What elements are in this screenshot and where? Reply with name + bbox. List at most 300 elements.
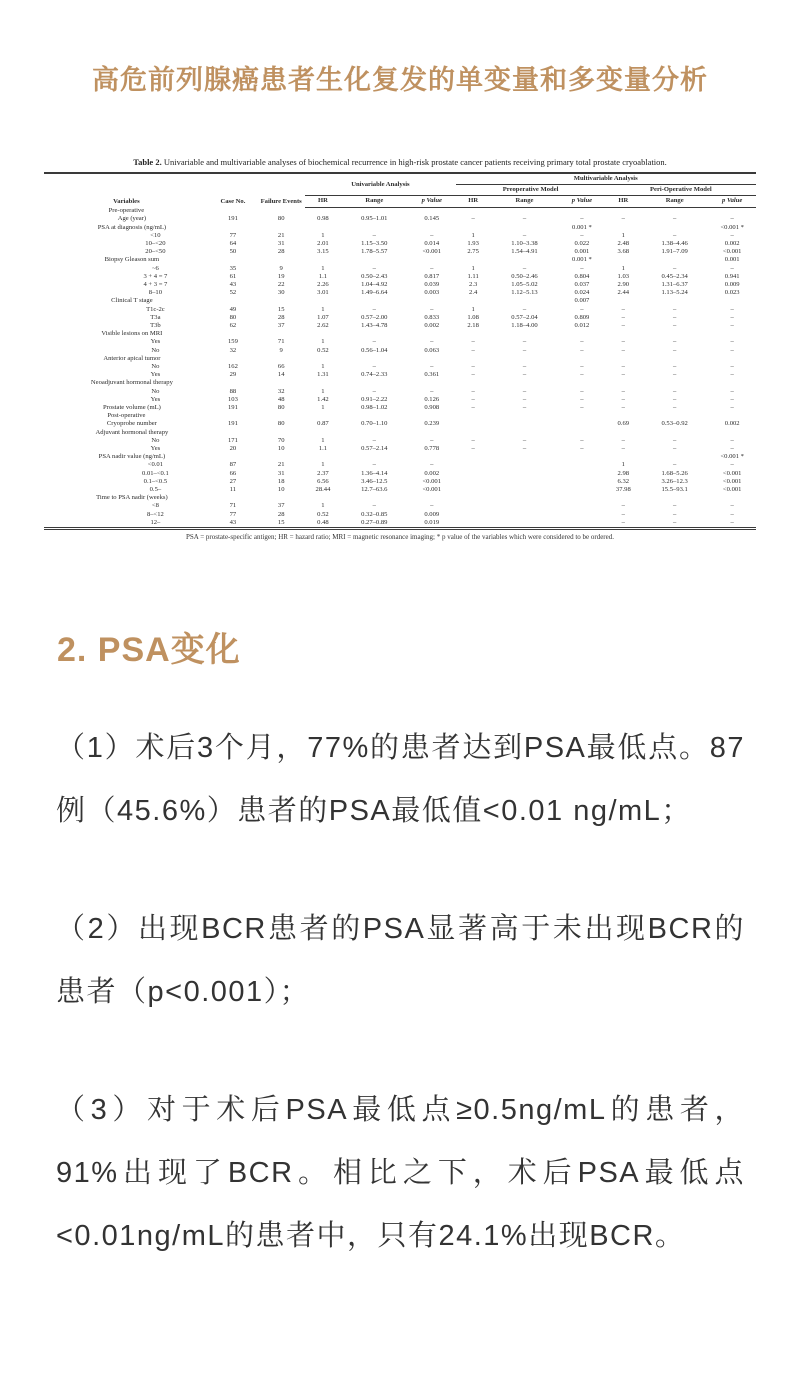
table-cell: 2.90 <box>617 280 630 288</box>
table-cell: – <box>621 362 625 370</box>
table-cell <box>341 429 408 437</box>
row-label: T3b <box>150 321 161 329</box>
table-cell: 20 <box>229 445 237 452</box>
table-row <box>44 306 756 314</box>
section-heading: 2. PSA变化 <box>57 631 241 670</box>
row-label: Yes <box>150 338 161 346</box>
table-cell <box>708 429 756 437</box>
table-cell: 1.11 <box>467 272 479 280</box>
table-cell <box>491 461 558 469</box>
table-cell: 2.4 <box>469 289 478 297</box>
table-cell: 159 <box>227 338 238 346</box>
table-cell <box>558 478 606 486</box>
table-cell <box>641 453 708 461</box>
table-cell <box>456 511 491 519</box>
col-pvalue-periop: p Value <box>708 196 756 207</box>
table-cell <box>257 453 305 461</box>
table-cell: 1.15–3.50 <box>361 239 388 247</box>
table-cell <box>341 297 408 305</box>
col-hr-periop: HR <box>606 196 641 207</box>
col-pvalue-preop: p Value <box>558 196 606 207</box>
row-label: 20–<50 <box>145 248 166 256</box>
table-cell: 1.12–5.13 <box>511 289 538 297</box>
table-cell: – <box>621 346 625 354</box>
table-cell <box>341 379 408 387</box>
table-cell <box>456 470 491 478</box>
table-cell: 0.56–1.04 <box>361 346 388 354</box>
table-cell <box>708 412 756 420</box>
table-cell: 0.014 <box>424 239 440 247</box>
row-label: 8–10 <box>148 289 162 297</box>
table-cell: 1.04–4.92 <box>361 280 388 288</box>
table-cell <box>708 379 756 387</box>
table-cell: 0.95–1.01 <box>361 215 388 223</box>
table-cell: – <box>372 461 376 469</box>
row-label: Pre-operative <box>108 207 145 215</box>
table-cell: 11 <box>229 486 237 494</box>
table-cell: – <box>580 445 584 452</box>
table-cell: – <box>522 445 527 452</box>
table-cell: – <box>673 436 677 444</box>
table-cell <box>456 478 491 486</box>
table-cell: 10 <box>277 445 285 452</box>
table-cell <box>209 379 257 387</box>
paragraph-1: （1）术后3个月，77%的患者达到PSA最低点。87例（45.6%）患者的PSA最低值<0.01 ng/mL； <box>56 732 745 828</box>
row-label: 10–<20 <box>145 239 166 247</box>
table-cell: – <box>730 518 734 526</box>
table-cell <box>491 453 558 461</box>
table-cell: – <box>730 313 734 321</box>
table-cell <box>491 412 558 420</box>
table-cell: 1.78–5.57 <box>361 248 388 256</box>
table-cell: – <box>522 305 527 313</box>
row-label: 12– <box>150 518 161 526</box>
table-cell: 1 <box>471 231 475 239</box>
table-cell: 0.003 <box>424 289 440 297</box>
table-row <box>44 281 756 289</box>
col-hr-preop: HR <box>456 196 491 207</box>
table-cell: – <box>673 215 677 223</box>
table-cell: 0.778 <box>424 445 440 452</box>
col-variables: Variables <box>113 197 140 205</box>
table-cell: 0.024 <box>574 289 590 297</box>
table-cell: 0.002 <box>424 469 440 477</box>
table-cell <box>305 256 340 264</box>
table-cell <box>456 461 491 469</box>
table-cell: 32 <box>277 387 285 395</box>
table-cell <box>708 330 756 338</box>
table-cell <box>456 494 491 502</box>
table-row <box>44 338 756 346</box>
table-cell: 0.809 <box>574 313 590 321</box>
row-label: No <box>151 436 160 444</box>
col-pvalue-univ: p Value <box>408 196 456 207</box>
table-cell: – <box>580 338 584 346</box>
table-cell: 0.32–0.85 <box>361 510 388 518</box>
table-cell: – <box>730 321 734 329</box>
table-cell: 1.31–6.37 <box>661 280 688 288</box>
table-row <box>44 215 756 223</box>
table-header <box>44 173 756 207</box>
table-cell: 0.023 <box>724 289 740 297</box>
table-cell <box>606 224 641 232</box>
table-cell: 0.50–2.43 <box>361 272 388 280</box>
table-cell: 2.01 <box>317 239 329 247</box>
table-cell: – <box>580 305 584 313</box>
table-cell <box>456 355 491 363</box>
row-label: Prostate volume (mL) <box>102 403 161 411</box>
table-cell <box>558 519 606 529</box>
table-cell: – <box>730 362 734 370</box>
table-cell: 28 <box>277 248 285 256</box>
table-cell: – <box>430 264 434 272</box>
table-cell: 0.001 <box>724 256 740 264</box>
table-cell <box>456 453 491 461</box>
table-cell <box>305 412 340 420</box>
paragraph-3: （3）对于术后PSA最低点≥0.5ng/mL的患者，91%出现了BCR。相比之下，术后PSA最低点<0.01ng/mL的患者中，只有24.1%出现BCR。 <box>56 1094 745 1253</box>
table-cell: 0.037 <box>574 280 590 288</box>
col-range-periop: Range <box>641 196 708 207</box>
table-cell <box>491 478 558 486</box>
table-row <box>44 461 756 469</box>
table-cell: 1.31 <box>317 371 329 379</box>
table-cell: 12.7–63.6 <box>361 486 388 494</box>
table-cell: – <box>522 395 527 403</box>
table-cell: – <box>580 215 584 223</box>
table-cell: – <box>730 461 734 469</box>
table-cell: 0.53–0.92 <box>661 420 688 428</box>
table-cell: 31 <box>277 239 285 247</box>
table-cell: – <box>673 321 677 329</box>
table-cell: – <box>430 305 434 313</box>
table-cell: 19 <box>277 272 285 280</box>
table-cell: 66 <box>229 469 237 477</box>
table-cell <box>305 429 340 437</box>
table-cell: 28 <box>277 313 285 321</box>
row-label: Age (year) <box>117 215 147 223</box>
row-label: 4 + 3 = 7 <box>143 280 168 288</box>
table-cell: 0.98–1.02 <box>361 403 388 411</box>
table-cell <box>209 330 257 338</box>
row-label: Neoadjuvant hormonal therapy <box>90 379 173 387</box>
table-cell: – <box>730 231 734 239</box>
results-table <box>44 172 756 530</box>
table-cell: 28 <box>277 510 285 518</box>
table-row <box>44 420 756 428</box>
table-cell: 62 <box>229 321 237 329</box>
table-row <box>44 232 756 240</box>
table-cell: 1 <box>471 264 475 272</box>
table-cell <box>209 256 257 264</box>
table-caption-text: Univariable and multivariable analyses of biochemical recurrence in high-risk prostate cancer patients receiving primary total prostate cryoablation. <box>163 157 667 167</box>
table-cell: 37.98 <box>615 486 631 494</box>
table-cell: 0.908 <box>424 403 440 411</box>
table-cell: 0.52 <box>317 510 329 518</box>
table-cell: 0.009 <box>724 280 740 288</box>
table-cell: 22 <box>277 280 285 288</box>
table-cell: 0.145 <box>424 215 440 223</box>
table-cell: 2.75 <box>467 248 479 256</box>
table-cell: 0.804 <box>574 272 590 280</box>
table-cell: 71 <box>229 502 237 510</box>
table-cell <box>305 355 340 363</box>
table-cell: 1 <box>321 461 325 469</box>
table-cell <box>708 207 756 215</box>
table-cell: – <box>471 445 475 452</box>
table-cell <box>641 207 708 215</box>
table-cell: 1 <box>321 362 325 370</box>
table-cell: 3.26–12.3 <box>661 477 688 485</box>
table-cell <box>456 420 491 428</box>
table-cell <box>491 256 558 264</box>
table-cell: 0.52 <box>317 346 329 354</box>
table-cell: – <box>673 346 677 354</box>
table-cell <box>408 429 456 437</box>
table-cell: – <box>730 338 734 346</box>
table-cell: 2.18 <box>467 321 479 329</box>
table-body <box>44 207 756 528</box>
table-cell <box>708 355 756 363</box>
table-cell: – <box>673 313 677 321</box>
table-cell <box>641 412 708 420</box>
table-cell <box>456 519 491 529</box>
table-cell: 0.012 <box>574 321 590 329</box>
table-cell <box>209 224 257 232</box>
table-cell: – <box>430 362 434 370</box>
table-cell: – <box>621 395 625 403</box>
table-cell <box>606 453 641 461</box>
table-cell: 15 <box>277 305 285 313</box>
table-cell <box>408 297 456 305</box>
table-cell: 0.91–2.22 <box>361 395 388 403</box>
table-cell <box>257 355 305 363</box>
table-cell <box>341 355 408 363</box>
table-row <box>44 240 756 248</box>
table-cell <box>341 256 408 264</box>
table-cell: <0.001 <box>722 486 742 494</box>
table-row <box>44 437 756 445</box>
table-footnote: PSA = prostate-specific antigen; HR = hazard ratio; MRI = magnetic resonance imaging; * p value of the variables which were considered to be ordered. <box>185 533 614 542</box>
table-cell <box>641 494 708 502</box>
table-cell: 0.002 <box>424 321 440 329</box>
table-cell: 31 <box>277 469 285 477</box>
table-cell <box>408 355 456 363</box>
table-cell: 28.44 <box>315 486 331 494</box>
table-cell <box>408 412 456 420</box>
table-cell <box>491 297 558 305</box>
table-cell: 3.68 <box>617 248 630 256</box>
table-row <box>44 371 756 379</box>
table-cell: – <box>730 403 734 411</box>
table-cell <box>341 224 408 232</box>
table-row <box>44 486 756 494</box>
table-cell: – <box>372 338 376 346</box>
row-label: PSA nadir value (ng/mL) <box>98 453 166 461</box>
table-cell <box>209 453 257 461</box>
table-cell: 87 <box>229 461 237 469</box>
table-cell <box>641 355 708 363</box>
table-cell: – <box>372 387 376 395</box>
table-cell <box>708 494 756 502</box>
table-cell: 1.08 <box>467 313 479 321</box>
table-cell <box>257 379 305 387</box>
table-cell <box>341 494 408 502</box>
table-cell: 50 <box>229 248 237 256</box>
table-cell: – <box>471 215 475 223</box>
table-cell <box>491 224 558 232</box>
row-label: 8–<12 <box>146 510 164 518</box>
table-cell <box>491 355 558 363</box>
row-label: Clinical T stage <box>111 297 153 305</box>
table-cell: <0.001 <box>722 469 742 477</box>
table-cell <box>491 470 558 478</box>
table-cell: – <box>372 436 376 444</box>
table-cell: – <box>621 445 625 452</box>
col-hr-univ: HR <box>305 196 340 207</box>
table-cell: 80 <box>229 313 237 321</box>
table-cell: 0.007 <box>574 297 590 305</box>
table-cell: 1 <box>621 461 625 469</box>
table-cell: 43 <box>229 518 237 526</box>
table-cell <box>641 330 708 338</box>
table-cell: – <box>621 502 625 510</box>
table-cell <box>305 207 340 215</box>
table-cell: – <box>372 231 376 239</box>
table-cell: 1 <box>321 264 325 272</box>
table-cell: 0.57–2.00 <box>361 313 388 321</box>
table-cell: – <box>673 403 677 411</box>
table-cell: 1.38–4.46 <box>661 239 688 247</box>
table-cell: 1 <box>321 387 325 395</box>
table-cell <box>257 412 305 420</box>
table-cell <box>558 502 606 510</box>
table-cell: – <box>430 502 434 510</box>
table-cell <box>209 355 257 363</box>
col-range-univ: Range <box>341 196 408 207</box>
table-cell <box>456 224 491 232</box>
row-label: PSA at diagnosis (ng/mL) <box>97 223 167 231</box>
table-cell <box>456 330 491 338</box>
table-cell: 21 <box>277 461 285 469</box>
table-cell: 66 <box>277 362 285 370</box>
table-row <box>44 207 756 215</box>
table-cell: 3.15 <box>317 248 329 256</box>
table-cell: 171 <box>227 436 238 444</box>
table-row <box>44 322 756 330</box>
table-cell: 43 <box>229 280 237 288</box>
table-cell: – <box>673 510 677 518</box>
table-cell: – <box>522 338 527 346</box>
table-cell <box>456 207 491 215</box>
table-row <box>44 445 756 453</box>
table-cell: 2.37 <box>317 469 329 477</box>
table-cell: 103 <box>227 395 238 403</box>
table-cell: – <box>621 403 625 411</box>
table-cell: 0.833 <box>424 313 440 321</box>
table-cell: 0.70–1.10 <box>361 420 388 428</box>
table-cell <box>456 412 491 420</box>
table-cell <box>641 297 708 305</box>
table-cell: 15 <box>277 518 285 526</box>
table-cell: – <box>580 231 584 239</box>
table-cell: 1.49–6.64 <box>361 289 388 297</box>
table-cell: 0.57–2.14 <box>361 445 388 452</box>
table-cell: 0.57–2.04 <box>511 313 538 321</box>
table-cell: 14 <box>277 371 285 379</box>
table-cell: 1.43–4.78 <box>361 321 388 329</box>
table-cell <box>491 486 558 494</box>
table-cell <box>491 379 558 387</box>
table-cell <box>209 297 257 305</box>
table-cell: – <box>730 445 734 452</box>
table-cell: – <box>673 395 677 403</box>
table-cell: 1.13–5.24 <box>661 289 688 297</box>
table-cell: – <box>522 264 527 272</box>
table-cell: – <box>372 502 376 510</box>
table-cell: – <box>673 387 677 395</box>
table-cell <box>305 330 340 338</box>
table-cell: 6.32 <box>617 477 630 485</box>
table-cell: 0.002 <box>724 239 740 247</box>
table-cell: 2.48 <box>617 239 630 247</box>
table-row <box>44 502 756 510</box>
table-cell: 191 <box>227 420 238 428</box>
table-cell <box>606 379 641 387</box>
table-cell: – <box>621 518 625 526</box>
table-cell: – <box>580 403 584 411</box>
table-cell: 2.3 <box>469 280 478 288</box>
table-row <box>44 256 756 264</box>
table-cell: 1.36–4.14 <box>361 469 388 477</box>
table-cell: 9 <box>279 264 283 272</box>
table-cell: – <box>673 231 677 239</box>
table-cell <box>558 420 606 428</box>
table-row <box>44 478 756 486</box>
table-cell <box>305 379 340 387</box>
table-cell: – <box>673 305 677 313</box>
table-cell: 0.817 <box>424 272 440 280</box>
table-cell: 1 <box>321 231 325 239</box>
table-cell: 0.001 * <box>572 256 592 264</box>
table-cell: <0.001 <box>722 248 742 256</box>
table-cell: 0.001 * <box>572 223 592 231</box>
table-cell: 1.03 <box>617 272 630 280</box>
table-cell: – <box>522 371 527 379</box>
table-cell: <0.001 <box>422 477 442 485</box>
table-cell <box>641 256 708 264</box>
table-cell <box>491 420 558 428</box>
table-cell <box>558 379 606 387</box>
table-cell: 1.10–3.38 <box>511 239 538 247</box>
table-cell: 48 <box>277 395 285 403</box>
table-cell: 1.93 <box>467 239 479 247</box>
row-label: No <box>151 387 160 395</box>
table-cell <box>456 429 491 437</box>
row-label: Post-operative <box>107 412 146 420</box>
table-cell: – <box>730 371 734 379</box>
table-cell: 77 <box>229 510 237 518</box>
table-cell <box>641 429 708 437</box>
table-cell: 0.941 <box>724 272 740 280</box>
table-cell <box>558 412 606 420</box>
table-row <box>44 297 756 305</box>
table-cell <box>257 224 305 232</box>
table-cell <box>305 224 340 232</box>
row-label: Adjuvant hormonal therapy <box>95 428 169 436</box>
table-cell: – <box>621 510 625 518</box>
table-cell <box>408 256 456 264</box>
table-cell <box>456 256 491 264</box>
